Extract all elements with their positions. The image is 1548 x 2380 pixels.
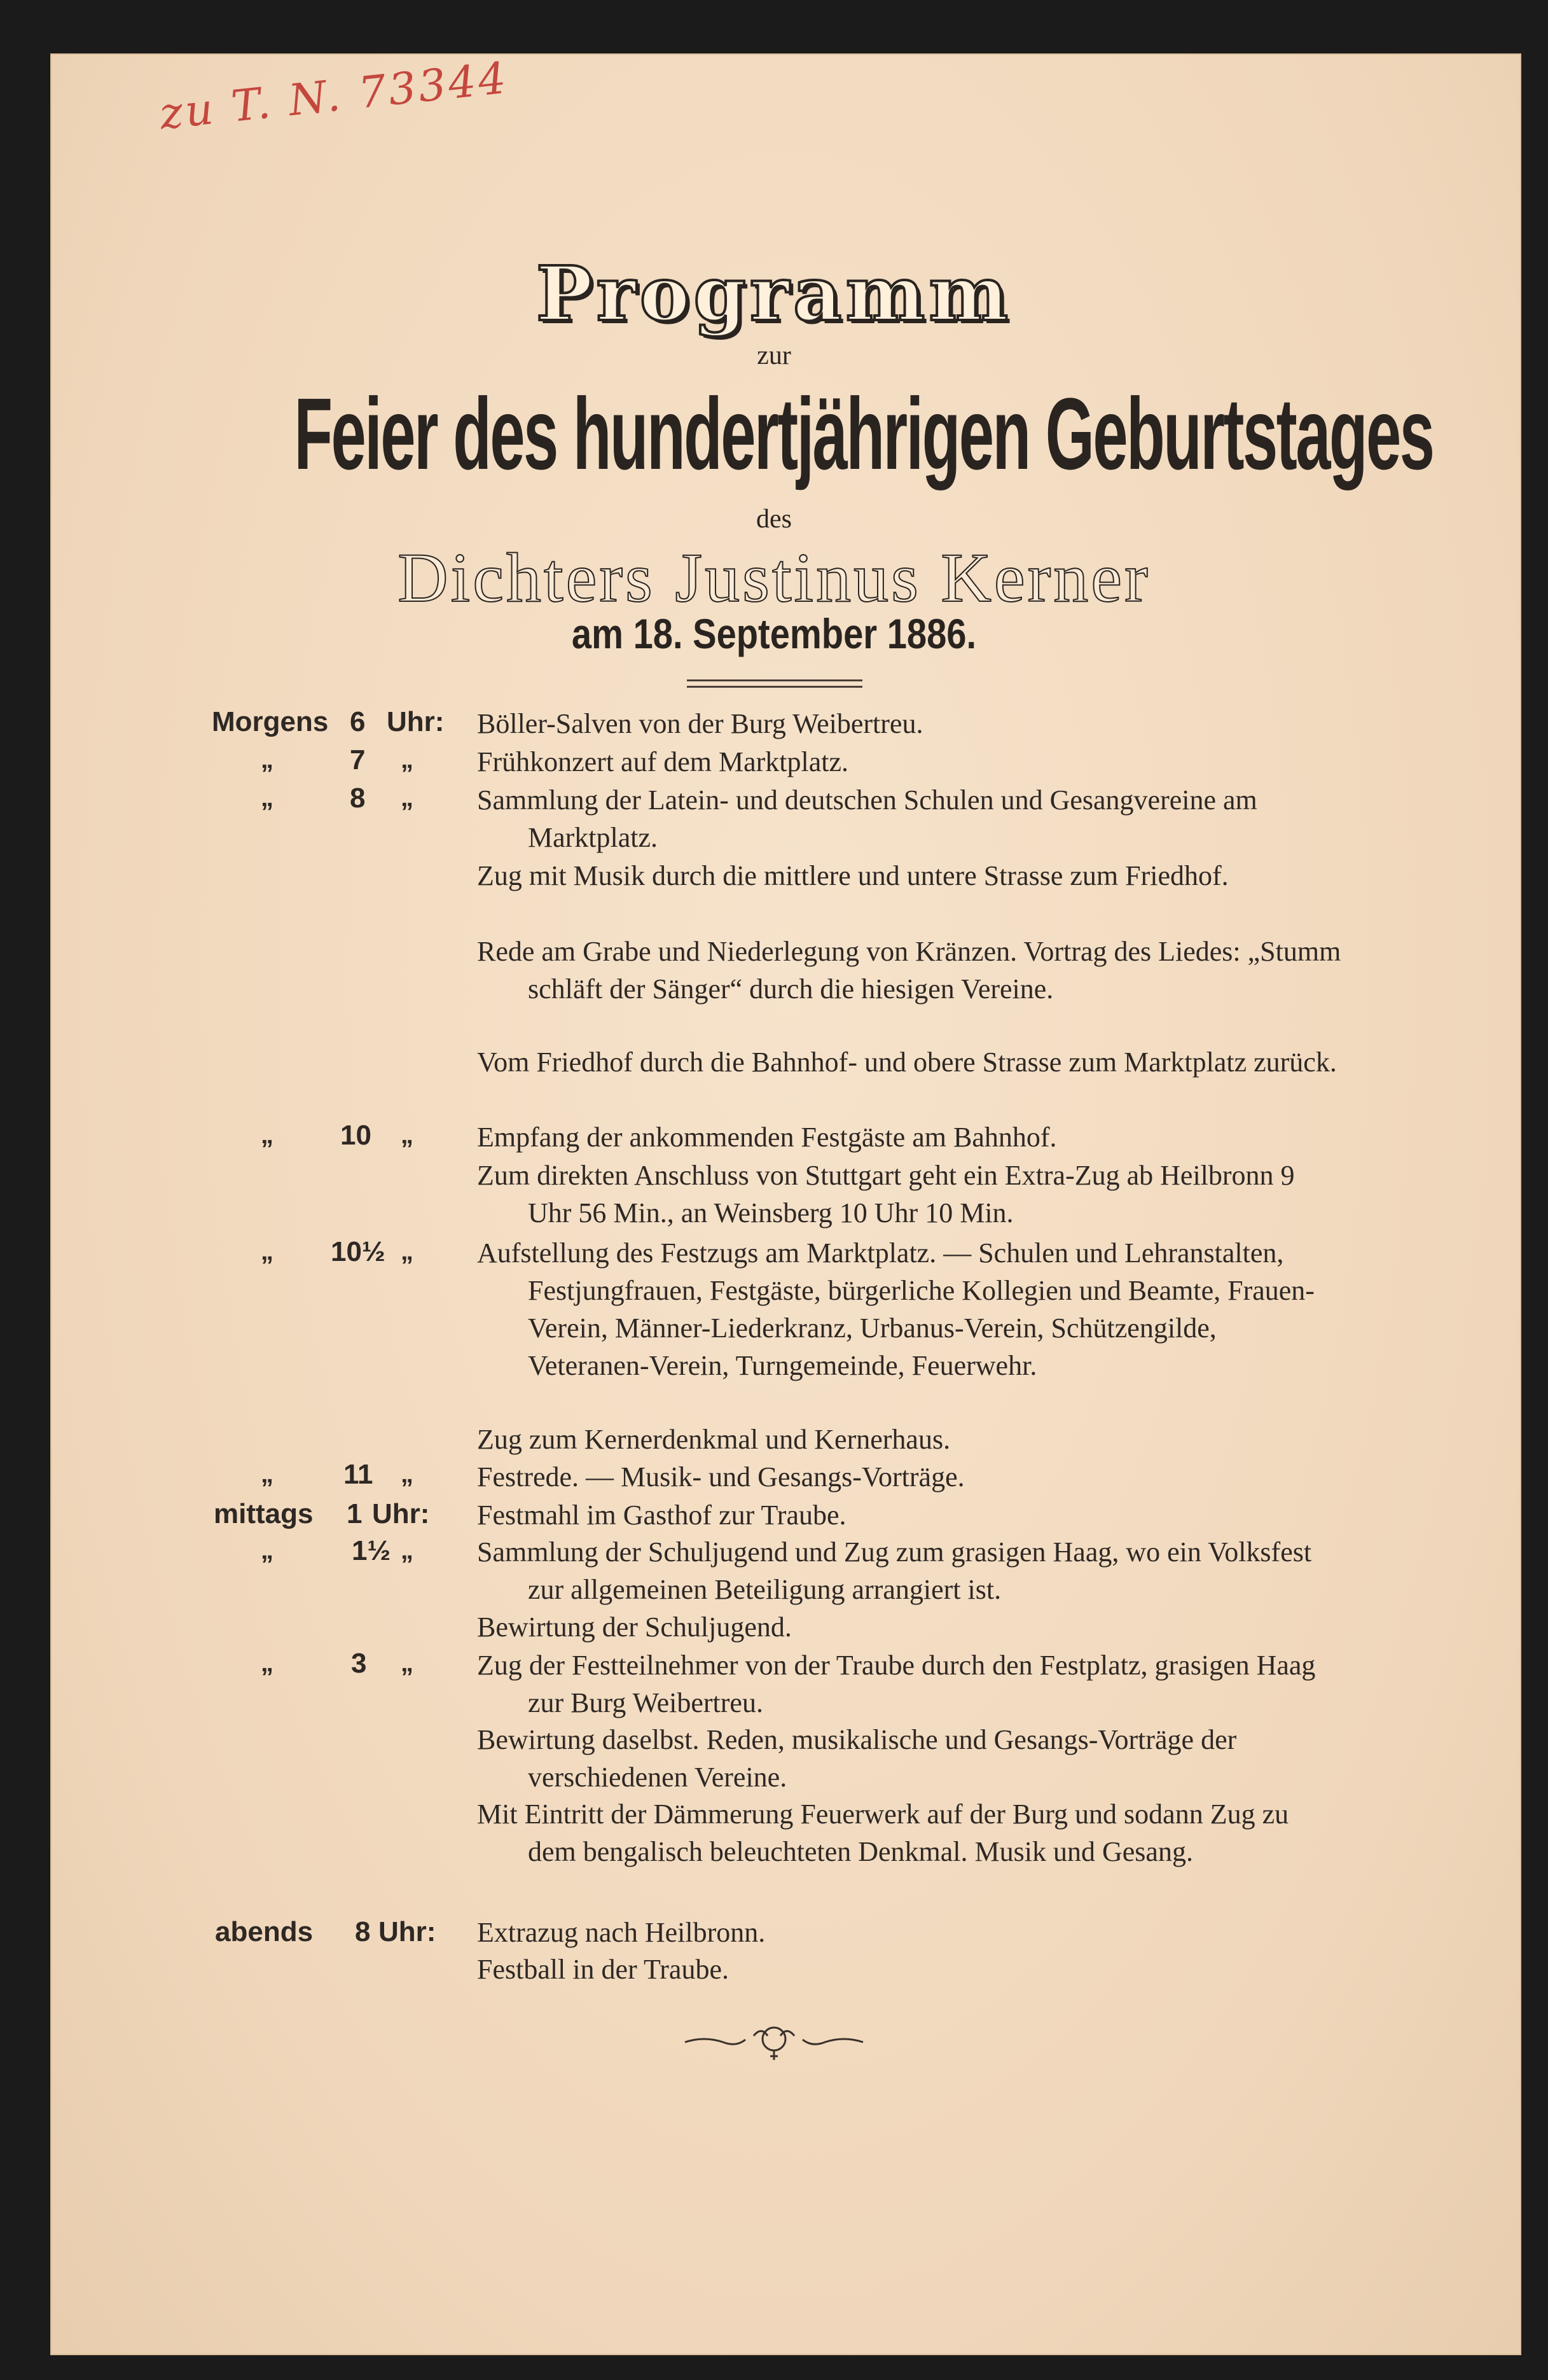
schedule-hour: 10½ [331,1236,385,1267]
schedule-period: abends [215,1916,314,1947]
schedule-period: „ [261,1649,273,1677]
schedule-unit: „ [401,1237,413,1265]
schedule-hour: 7 [350,744,366,776]
schedule-entry: Sammlung der Schuljugend und Zug zum grasigen Haag, wo ein Volksfest zur allgemeinen Beteiligung arrangiert ist. [477,1536,1312,1605]
schedule-entry: Empfang der ankommenden Festgäste am Bahnhof. [477,1122,1057,1153]
schedule-hour: 8 [355,1916,371,1947]
schedule-entry: Bewirtung daselbst. Reden, musikalische und Gesangs-Vorträge der verschiedenen Vereine. [477,1724,1237,1793]
schedule-entry: Frühkonzert auf dem Marktplatz. [477,746,849,777]
schedule-hour: 10 [340,1120,371,1151]
schedule-hour: 3 [351,1648,367,1679]
schedule-hour: 1½ [352,1535,391,1566]
schedule-unit: „ [401,1460,413,1488]
schedule-period: „ [261,746,273,774]
schedule-unit: „ [401,1536,413,1564]
schedule-hour: 8 [350,783,366,814]
schedule-period: „ [261,1121,273,1149]
schedule-unit: Uhr: [387,706,445,737]
subtitle-zur: zur [757,341,791,370]
schedule-entry: Zug zum Kernerdenkmal und Kernerhaus. [477,1424,951,1455]
schedule-period: Morgens [212,706,329,737]
title-programm: Programm [536,249,1012,338]
schedule-entry: Mit Eintritt der Dämmerung Feuerwerk auf der Burg und sodann Zug zu dem bengalisch beleuchteten Denkmal. Musik und Gesang. [477,1799,1289,1867]
schedule-unit: Uhr: [372,1498,430,1529]
event-date: am 18. September 1886. [571,610,977,657]
schedule-entry: Festmahl im Gasthof zur Traube. [477,1500,847,1531]
schedule-entry: Aufstellung des Festzugs am Marktplatz. — Schulen und Lehranstalten, Festjungfrauen, Festgäste, bürgerliche Kollegien und Beamte, Frauen-Verein, Männer-Liederkranz, Urbanus-Verein, Schützengilde, Veteranen-Verein, Turngemeinde, Feuerwehr. [477,1237,1315,1381]
schedule-unit: „ [401,784,413,812]
schedule-period: „ [261,1460,273,1488]
schedule-hour: 11 [343,1459,373,1490]
schedule-entry: Zum direkten Anschluss von Stuttgart geht ein Extra-Zug ab Heilbronn 9 Uhr 56 Min., an Weinsberg 10 Uhr 10 Min. [477,1160,1295,1228]
title-dichters: Dichters Justinus Kerner [397,539,1151,616]
schedule-entry: Extrazug nach Heilbronn. [477,1917,766,1948]
schedule-entry: Festball in der Traube. [477,1954,729,1985]
schedule-hour: 1 [347,1498,363,1529]
archive-handwritten-note: zu T. N. 73344 [157,53,511,140]
schedule-unit: Uhr: [378,1916,436,1947]
schedule-period: mittags [214,1498,314,1529]
subtitle-des: des [756,505,792,534]
schedule-period: „ [261,1237,273,1265]
schedule-hour: 6 [350,706,366,737]
schedule-entry: Bewirtung der Schuljugend. [477,1611,792,1643]
schedule-entry: Vom Friedhof durch die Bahnhof- und obere Strasse zum Marktplatz zurück. [477,1047,1337,1078]
schedule-entry: Festrede. — Musik- und Gesangs-Vorträge. [477,1461,965,1493]
schedule-entry: Zug der Festteilnehmer von der Traube durch den Festplatz, grasigen Haag zur Burg Weibertreu. [477,1650,1316,1718]
schedule-unit: „ [401,1121,413,1149]
schedule-entry: Sammlung der Latein- und deutschen Schulen und Gesangvereine am Marktplatz. [477,784,1257,853]
schedule-unit: „ [401,746,413,774]
schedule-entry: Rede am Grabe und Niederlegung von Kränzen. Vortrag des Liedes: „Stumm schläft der Sänger“ durch die hiesigen Vereine. [477,936,1341,1005]
title-feier: Feier des hundertjährigen Geburtstages [294,377,1434,491]
schedule-period: „ [261,784,273,812]
schedule-entry: Zug mit Musik durch die mittlere und untere Strasse zum Friedhof. [477,860,1229,891]
schedule-entry: Böller-Salven von der Burg Weibertreu. [477,708,923,739]
schedule-unit: „ [401,1649,413,1677]
decorative-ornament-icon [679,2017,869,2068]
schedule-period: „ [261,1536,273,1564]
